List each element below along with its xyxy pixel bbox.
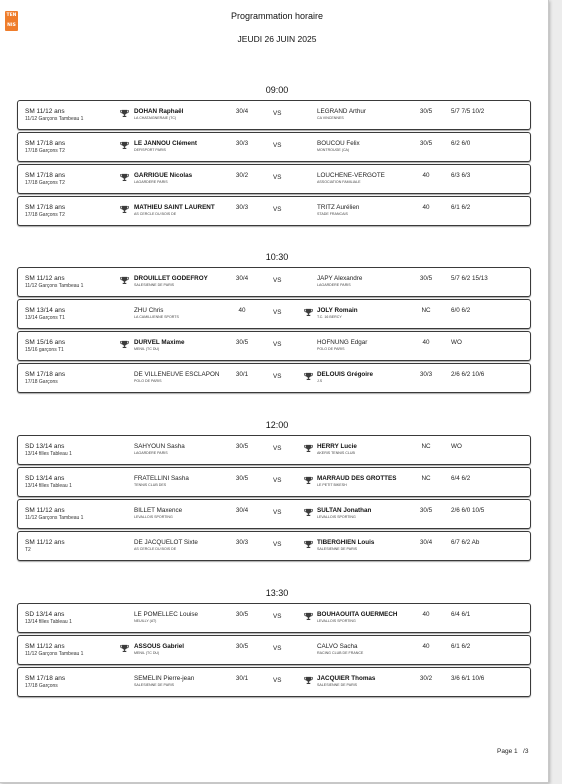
vs-label: VS: [273, 174, 282, 181]
player1-name: GARRIGUE Nicolas: [134, 172, 193, 179]
player2-club: J.S: [317, 379, 323, 383]
player1-club: LA CAMILLIENNE SPORTS: [134, 315, 179, 319]
vs-label: VS: [273, 142, 282, 149]
match-score: 5/7 6/2 15/13: [451, 275, 488, 282]
player2-name: HERRY Lucie: [317, 443, 357, 450]
player2-rank: 30/5: [419, 140, 433, 147]
total-pages: /3: [523, 748, 529, 755]
player2-rank: 30/2: [419, 675, 433, 682]
player1-name: DROUILLET GODEFROY: [134, 275, 208, 282]
match-score: 3/6 6/1 10/6: [451, 675, 485, 682]
match-row: [17, 635, 531, 665]
player1-club: DEFISPORT PARIS: [134, 148, 166, 152]
match-row: [17, 467, 531, 497]
trophy-icon: [304, 372, 313, 381]
player2-name: HOFNUNG Edgar: [317, 339, 368, 346]
match-score: 6/4 6/2: [451, 475, 471, 482]
trophy-icon: [120, 173, 129, 182]
match-score: 2/6 6/0 10/5: [451, 507, 485, 514]
match-row: [17, 100, 531, 130]
vs-label: VS: [273, 110, 282, 117]
player1-rank: 30/1: [235, 371, 249, 378]
player2-club: LEVALLOIS SPORTING: [317, 515, 356, 519]
player1-rank: 30/4: [235, 108, 249, 115]
player2-name: TIBERGHIEN Louis: [317, 539, 375, 546]
player1-name: DE VILLENEUVE ESCLAPON: [134, 371, 220, 378]
player1-rank: 30/5: [235, 611, 249, 618]
match-category: SM 17/18 ans: [25, 371, 66, 378]
trophy-icon: [304, 444, 313, 453]
match-category: SM 15/16 ans: [25, 339, 66, 346]
match-row: [17, 164, 531, 194]
match-subcategory: 17/18 Garçons: [25, 683, 58, 689]
match-category: SD 13/14 ans: [25, 611, 65, 618]
player1-club: NEUILLY (AT): [134, 619, 157, 623]
player1-rank: 30/1: [235, 675, 249, 682]
trophy-icon: [120, 340, 129, 349]
player1-name: DURVEL Maxime: [134, 339, 185, 346]
vs-label: VS: [273, 477, 282, 484]
player2-name: JACQUIER Thomas: [317, 675, 376, 682]
player1-club: SALESIENNE DE PARIS: [134, 683, 175, 687]
match-score: WO: [451, 339, 462, 346]
player1-club: LEVALLOIS SPORTING: [134, 515, 173, 519]
vs-label: VS: [273, 541, 282, 548]
player2-rank: 40: [422, 643, 430, 650]
player2-club: ASSOCIATION FAMILIALE: [317, 180, 361, 184]
player2-name: MARRAUD DES GROTTES: [317, 475, 397, 482]
player1-name: DE JACQUELOT Sixte: [134, 539, 198, 546]
match-subcategory: 13/14 filles Tableau 1: [25, 451, 72, 457]
player1-club: POLO DE PARIS: [134, 379, 162, 383]
match-category: SM 11/12 ans: [25, 507, 65, 514]
match-subcategory: 17/18 Garçons T2: [25, 180, 65, 186]
player2-rank: 30/3: [419, 371, 433, 378]
player2-club: CA VINCENNES: [317, 116, 344, 120]
vs-label: VS: [273, 373, 282, 380]
match-row: [17, 435, 531, 465]
match-score: 5/7 7/5 10/2: [451, 108, 485, 115]
match-category: SM 11/12 ans: [25, 108, 65, 115]
player1-name: LE JANNOU Clément: [134, 140, 197, 147]
player1-rank: 30/3: [235, 140, 249, 147]
player1-name: MATHIEU SAINT LAURENT: [134, 204, 215, 211]
player2-rank: 40: [422, 204, 430, 211]
player2-club: RACING CLUB DE FRANCE: [317, 651, 364, 655]
player1-rank: 30/5: [235, 339, 249, 346]
trophy-icon: [304, 676, 313, 685]
player2-club: SALESIENNE DE PARIS: [317, 683, 358, 687]
match-subcategory: 13/14 Garçons T1: [25, 315, 65, 321]
player1-club: LAGARDERE PARIS: [134, 180, 168, 184]
player1-rank: 30/4: [235, 507, 249, 514]
player2-club: SALESIENNE DE PARIS: [317, 547, 358, 551]
match-row: [17, 267, 531, 297]
player2-rank: 30/5: [419, 108, 433, 115]
player2-club: LAGARDERE PARIS: [317, 283, 351, 287]
logo-line-1: TEN: [6, 13, 17, 18]
match-score: 6/0 6/2: [451, 307, 471, 314]
match-category: SM 17/18 ans: [25, 675, 66, 682]
match-row: [17, 331, 531, 361]
player1-name: LE POMELLEC Louise: [134, 611, 199, 618]
player1-name: SAHYOUN Sasha: [134, 443, 185, 450]
trophy-icon: [120, 141, 129, 150]
match-subcategory: 13/14 filles Tableau 1: [25, 483, 72, 489]
player2-name: DELOUIS Grégoire: [317, 371, 373, 378]
player2-club: STADE FRANCAIS: [317, 212, 348, 216]
player2-name: LEGRAND Arthur: [317, 108, 366, 115]
page-label: Page: [497, 748, 513, 755]
player1-rank: 30/5: [235, 475, 249, 482]
match-score: 6/3 6/3: [451, 172, 471, 179]
document-date: JEUDI 26 JUIN 2025: [237, 34, 317, 44]
match-score: 6/1 6/2: [451, 204, 471, 211]
trophy-icon: [120, 276, 129, 285]
player2-name: JOLY Romain: [317, 307, 358, 314]
player2-rank: 30/5: [419, 275, 433, 282]
vs-label: VS: [273, 677, 282, 684]
player2-club: T.C. 16 BERCY: [317, 315, 342, 319]
slot-time: 13:30: [265, 588, 289, 598]
player2-name: BOUHAOUITA GUERMECH: [317, 611, 398, 618]
match-category: SM 11/12 ans: [25, 539, 65, 546]
player1-rank: 30/5: [235, 643, 249, 650]
player2-club: AKERIS TENNIS CLUB: [317, 451, 355, 455]
player2-club: POLO DE PARIS: [317, 347, 345, 351]
vs-label: VS: [273, 309, 282, 316]
match-subcategory: 11/12 Garçons Tambeau 1: [25, 283, 84, 289]
match-subcategory: 13/14 filles Tableau 1: [25, 619, 72, 625]
player1-club: TENNIS CLUB DES: [134, 483, 167, 487]
match-row: [17, 531, 531, 561]
player1-club: MENIL (TC DU): [134, 347, 160, 351]
trophy-icon: [304, 540, 313, 549]
match-category: SM 17/18 ans: [25, 172, 66, 179]
match-subcategory: 17/18 Garçons T2: [25, 148, 65, 154]
trophy-icon: [304, 308, 313, 317]
match-category: SM 11/12 ans: [25, 643, 65, 650]
player2-club: MONTROUGE (CA): [317, 148, 350, 152]
player2-name: BOUCOU Felix: [317, 140, 360, 147]
player1-club: LAGARDERE PARIS: [134, 451, 168, 455]
match-subcategory: 11/12 Garçons Tambeau 1: [25, 651, 84, 657]
player2-name: TRITZ Aurélien: [317, 204, 360, 211]
trophy-icon: [120, 644, 129, 653]
player1-rank: 30/3: [235, 204, 249, 211]
player2-rank: NC: [421, 307, 431, 314]
vs-label: VS: [273, 341, 282, 348]
match-score: 6/7 6/2 Ab: [451, 539, 480, 546]
current-page: 1: [514, 748, 518, 755]
player1-rank: 30/3: [235, 539, 249, 546]
player2-name: LOUCHENE-VERGOTE: [317, 172, 385, 179]
match-category: SM 17/18 ans: [25, 204, 66, 211]
trophy-icon: [120, 205, 129, 214]
player1-club: AS CERCLE DU BOIS DE: [134, 212, 177, 216]
trophy-icon: [304, 612, 313, 621]
match-subcategory: 11/12 Garçons Tambeau 1: [25, 116, 84, 122]
match-row: [17, 363, 531, 393]
vs-label: VS: [273, 277, 282, 284]
match-subcategory: 17/18 Garçons T2: [25, 212, 65, 218]
player1-name: ZHU Chris: [134, 307, 164, 314]
vs-label: VS: [273, 509, 282, 516]
player1-rank: 40: [238, 307, 246, 314]
match-row: [17, 299, 531, 329]
match-score: WO: [451, 443, 462, 450]
player1-club: MENIL (TC DU): [134, 651, 160, 655]
player2-rank: 30/5: [419, 507, 433, 514]
match-subcategory: 11/12 Garçons Tambeau 1: [25, 515, 84, 521]
trophy-icon: [120, 109, 129, 118]
trophy-icon: [304, 508, 313, 517]
match-row: [17, 603, 531, 633]
player2-name: CALVO Sacha: [317, 643, 358, 650]
slot-time: 09:00: [265, 85, 289, 95]
slot-time: 10:30: [265, 252, 289, 262]
match-category: SD 13/14 ans: [25, 475, 65, 482]
player1-name: SEMELIN Pierre-jean: [134, 675, 195, 682]
match-row: [17, 499, 531, 529]
match-row: [17, 132, 531, 162]
match-category: SM 11/12 ans: [25, 275, 65, 282]
player2-rank: 40: [422, 611, 430, 618]
logo-line-2: NIS: [7, 23, 16, 28]
player1-name: BILLET Maxence: [134, 507, 183, 514]
player1-name: DOHAN Raphaël: [134, 108, 184, 115]
match-score: 2/6 6/2 10/6: [451, 371, 485, 378]
match-subcategory: 17/18 Garçons: [25, 379, 58, 385]
player1-name: FRATELLINI Sasha: [134, 475, 189, 482]
match-score: 6/1 6/2: [451, 643, 471, 650]
document-title: Programmation horaire: [230, 11, 324, 21]
vs-label: VS: [273, 445, 282, 452]
player1-club: LA CHATAIGNERAIE (TC): [134, 116, 177, 120]
player2-name: SULTAN Jonathan: [317, 507, 372, 514]
player2-rank: NC: [421, 443, 431, 450]
player2-club: LEVALLOIS SPORTING: [317, 619, 356, 623]
player1-club: SALESIENNE DE PARIS: [134, 283, 175, 287]
page-number: [497, 748, 528, 755]
player2-rank: NC: [421, 475, 431, 482]
match-score: 6/2 6/0: [451, 140, 471, 147]
vs-label: VS: [273, 206, 282, 213]
match-category: SM 17/18 ans: [25, 140, 66, 147]
player1-name: ASSOUS Gabriel: [134, 643, 185, 650]
player1-rank: 30/2: [235, 172, 249, 179]
vs-label: VS: [273, 613, 282, 620]
match-row: [17, 196, 531, 226]
player1-club: AS CERCLE DU BOIS DE: [134, 547, 177, 551]
player2-name: JAPY Alexandre: [317, 275, 363, 282]
player2-rank: 40: [422, 172, 430, 179]
player2-rank: 40: [422, 339, 430, 346]
player2-rank: 30/4: [419, 539, 433, 546]
slot-time: 12:00: [265, 420, 289, 430]
vs-label: VS: [273, 645, 282, 652]
player2-club: LE PETIT BIKESH: [317, 483, 347, 487]
match-row: [17, 667, 531, 697]
trophy-icon: [304, 476, 313, 485]
match-score: 6/4 6/1: [451, 611, 471, 618]
match-category: SD 13/14 ans: [25, 443, 65, 450]
player1-rank: 30/5: [235, 443, 249, 450]
match-category: SM 13/14 ans: [25, 307, 66, 314]
match-subcategory: 15/16 garçons T1: [25, 347, 64, 353]
match-subcategory: T2: [25, 547, 31, 553]
player1-rank: 30/4: [235, 275, 249, 282]
